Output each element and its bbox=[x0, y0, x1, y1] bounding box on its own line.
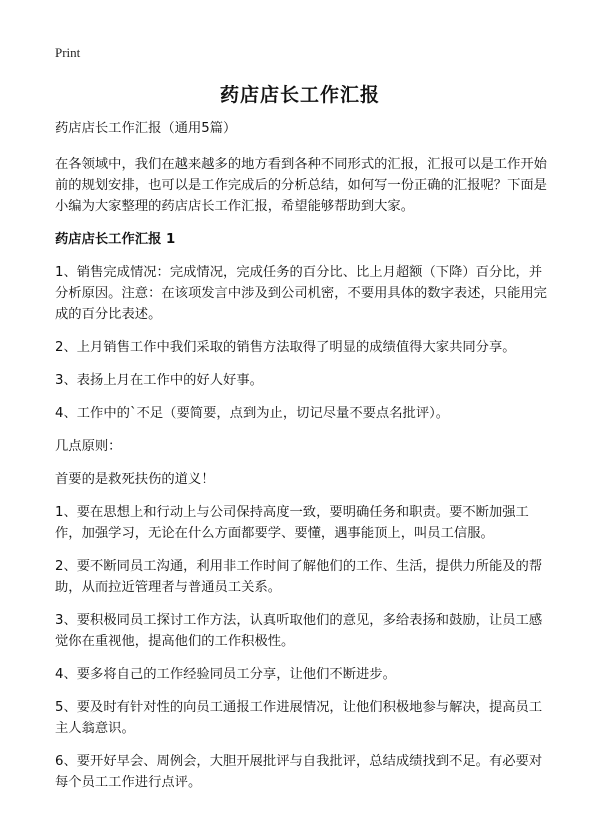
document-subtitle: 药店店长工作汇报（通用5篇） bbox=[55, 121, 237, 136]
principles-heading: 几点原则： bbox=[55, 439, 122, 454]
document-title: 药店店长工作汇报 bbox=[219, 84, 380, 106]
paragraph-sales-completion: 1、销售完成情况：完成情况，完成任务的百分比、比上月超额（下降）百分比，并分析原因。注意：在该项发言中涉及到公司机密，不要用具体的数字表述，只能用完成的百分比表述。 bbox=[55, 265, 547, 322]
principle-item-3: 3、要积极同员工探讨工作方法，认真听取他们的意见，多给表扬和鼓励，让员工感觉你在重视他，提高他们的工作积极性。 bbox=[55, 613, 543, 649]
section-heading: 药店店长工作汇报 1 bbox=[55, 232, 176, 247]
document-body bbox=[55, 118, 550, 805]
paragraph-first-principle: 首要的是救死扶伤的道义！ bbox=[55, 472, 215, 487]
print-label: Print bbox=[55, 45, 81, 60]
principle-item-5: 5、要及时有针对性的向员工通报工作进展情况，让他们积极地参与解决，提高员工主人翁意识。 bbox=[55, 700, 543, 736]
principle-item-4: 4、要多将自己的工作经验同员工分享，让他们不断进步。 bbox=[55, 667, 396, 682]
paragraph-shortcomings: 4、工作中的`不足（要简要，点到为止，切记尽量不要点名批评）。 bbox=[55, 406, 450, 421]
principle-item-1: 1、要在思想上和行动上与公司保持高度一致，要明确任务和职责。要不断加强工作，加强学习，无论在什么方面都要学、要懂，遇事能顶上，叫员工信服。 bbox=[55, 505, 529, 541]
paragraph-sales-methods: 2、上月销售工作中我们采取的销售方法取得了明显的成绩值得大家共同分享。 bbox=[55, 340, 516, 355]
paragraph-praise: 3、表扬上月在工作中的好人好事。 bbox=[55, 373, 263, 388]
intro-paragraph: 在各领域中，我们在越来越多的地方看到各种不同形式的汇报，汇报可以是工作开始前的规划安排，也可以是工作完成后的分析总结，如何写一份正确的汇报呢？下面是小编为大家整理的药店店长工作汇报，希望能够帮助到大家。 bbox=[55, 157, 547, 214]
principle-item-6: 6、要开好早会、周例会，大胆开展批评与自我批评，总结成绩找到不足。有必要对每个员工工作进行点评。 bbox=[55, 754, 543, 790]
principle-item-2: 2、要不断同员工沟通，利用非工作时间了解他们的工作、生活，提供力所能及的帮助，从而拉近管理者与普通员工关系。 bbox=[55, 559, 543, 595]
